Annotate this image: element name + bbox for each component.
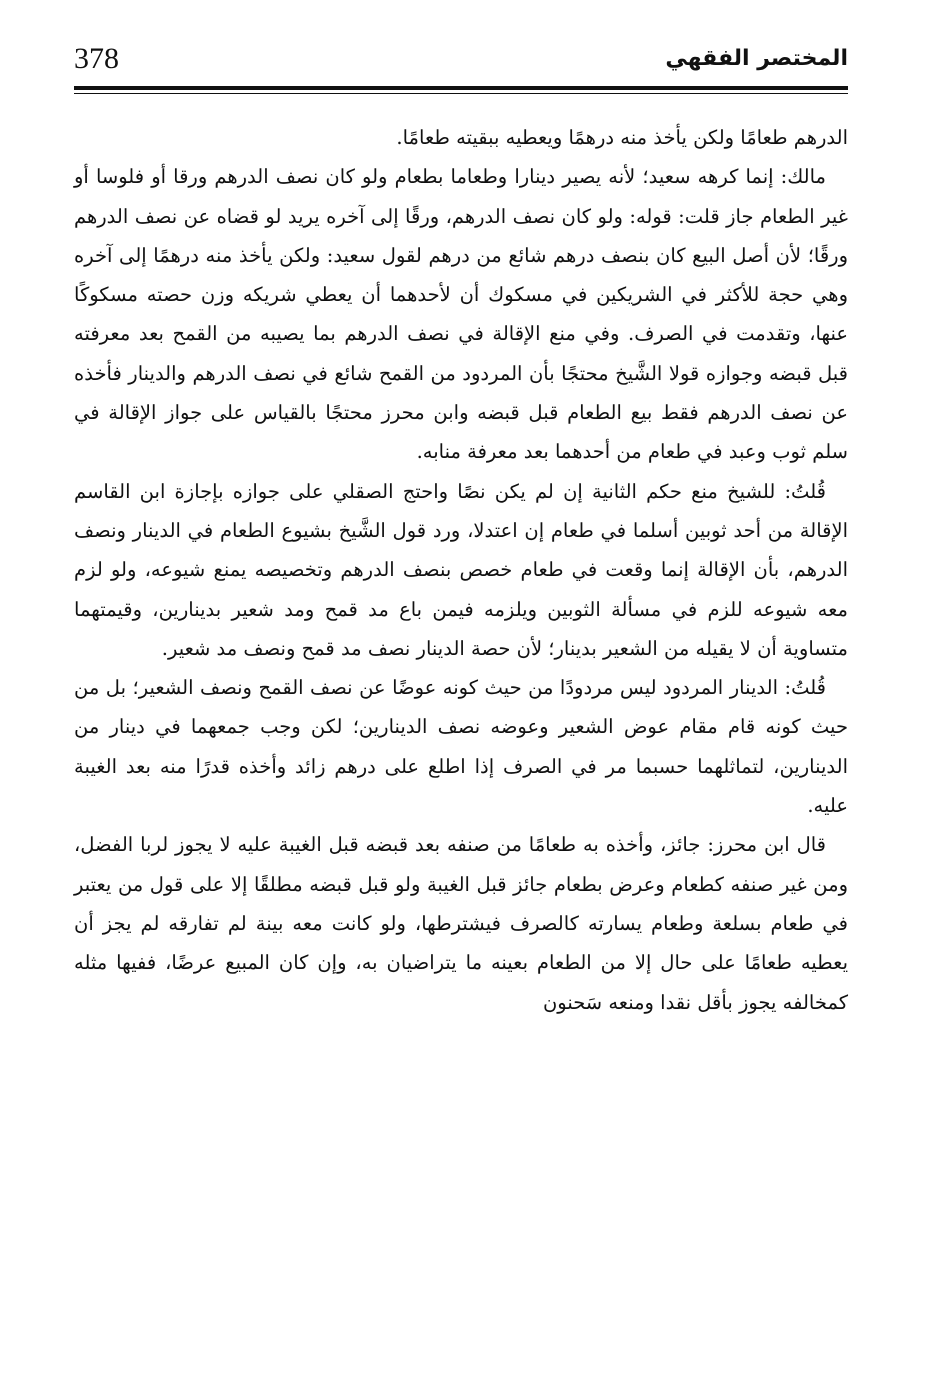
paragraph: مالك: إنما كرهه سعيد؛ لأنه يصير دينارا وطعاما بطعام ولو كان نصف الدرهم ورقا أو فلوسا أو غير الطعام جاز قلت: قوله: ولو كان نصف الدرهم، ورقًا إلى آخره يريد لو قضاه عن نصف الدرهم ورقًا؛ لأن أصل البيع كان بنصف درهم شائع من درهم لقول سعيد: ولكن يأخذ منه درهمًا إلى آخره وهي حجة للأكثر في الشريكين في مسكوك أن لأحدهما أن يعطي شريكه وزن حصته مسكوكًا عنها، وتقدمت في الصرف. وفي منع الإقالة في نصف الدرهم بما يصيبه من القمح بعد معرفته قبل قبضه وجوازه قولا الشَّيخ محتجًا بأن المردود من القمح شائع في نصف الدرهم والدينار فأخذه عن نصف الدرهم فقط بيع الطعام قبل قبضه وابن محرز محتجًا بالقياس على جواز الإقالة في سلم ثوب وعبد في طعام من أحدهما بعد معرفة منابه. [74,165,848,464]
page-number: 378 [74,42,119,75]
paragraph: قال ابن محرز: جائز، وأخذه به طعامًا من صنفه بعد قبضه قبل الغيبة عليه لا يجوز لربا الفضل، ومن غير صنفه كطعام وعرض بطعام جائز قبل الغيبة ولو قبل قبضه مطلقًا إلا على قول من يعتبر في طعام بسلعة وطعام يسارته كالصرف فيشترطها، ولو كانت معه بينة لم تفارقه لم يجز أن يعطيه طعامًا على حال إلا من الطعام بعينه ما يتراضيان به، وإن كان المبيع عرضًا، ففيها مثله كمخالفه يجوز بأقل نقدا ومنعه سَحنون [74,833,848,1014]
paragraph: قُلتُ: للشيخ منع حكم الثانية إن لم يكن نصًا واحتج الصقلي على جوازه بإجازة ابن القاسم الإقالة من أحد ثوبين أسلما في طعام إن اعتدلا، ورد قول الشَّيخ بشيوع الطعام في الدينار ونصف الدرهم، بأن الإقالة إنما وقعت في طعام خصص بنصف الدرهم وتخصيصه يمنع شيوعه، ولو لزم معه شيوعه للزم في مسألة الثوبين ويلزمه فيمن باع مد قمح ومد شعير بدينارين، وقيمتهما متساوية أن لا يقيله من الشعير بدينار؛ لأن حصة الدينار نصف مد قمح ونصف مد شعير. [74,479,848,660]
paragraph: قُلتُ: الدينار المردود ليس مردودًا من حيث كونه عوضًا عن نصف القمح ونصف الشعير؛ بل من حيث كونه قام مقام عوض الشعير وعوضه نصف الدينارين؛ لكن وجب جمعهما في دينار من الدينارين، لتماثلهما حسبما مر في الصرف إذا اطلع على درهم زائد وأخذه قدرًا منه بعد الغيبة عليه. [74,676,848,818]
header-rule-thin [74,93,848,94]
header-rule-thick [74,86,848,90]
paragraph: الدرهم طعامًا ولكن يأخذ منه درهمًا ويعطيه ببقيته طعامًا. [396,126,848,149]
running-title: المختصر الفقهي [665,46,848,71]
page-header [74,38,848,84]
body-text [74,118,848,1022]
